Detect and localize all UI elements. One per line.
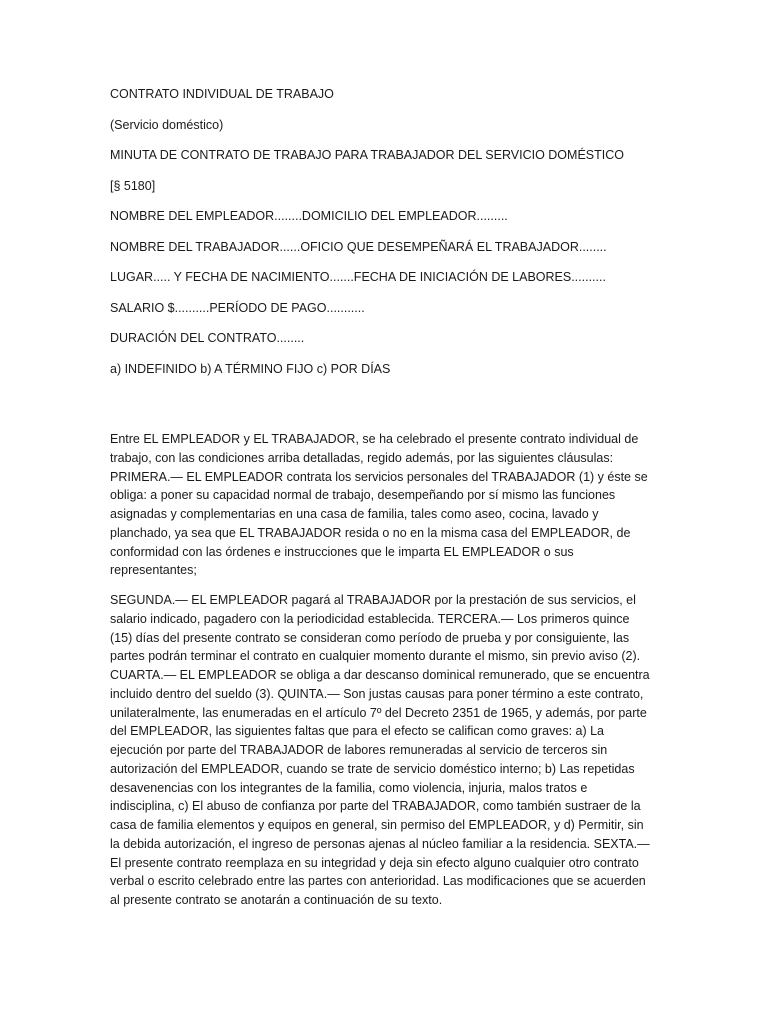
section-reference: [§ 5180] <box>110 178 156 193</box>
salary-fields-line: SALARIO $..........PERÍODO DE PAGO........... <box>110 300 365 315</box>
document-title: CONTRATO INDIVIDUAL DE TRABAJO <box>110 87 334 101</box>
worker-fields-line: NOMBRE DEL TRABAJADOR......OFICIO QUE DESEMPEÑARÁ EL TRABAJADOR........ <box>110 239 607 254</box>
duration-options-line: a) INDEFINIDO b) A TÉRMINO FIJO c) POR DÍAS <box>110 361 391 376</box>
document-subtitle: (Servicio doméstico) <box>110 117 224 132</box>
minuta-heading: MINUTA DE CONTRATO DE TRABAJO PARA TRABAJADOR DEL SERVICIO DOMÉSTICO <box>110 148 624 162</box>
document-page <box>110 85 650 921</box>
birth-start-fields-line: LUGAR..... Y FECHA DE NACIMIENTO.......FECHA DE INICIACIÓN DE LABORES.......... <box>110 270 606 284</box>
section-spacer <box>110 390 650 430</box>
employer-fields-line: NOMBRE DEL EMPLEADOR........DOMICILIO DEL EMPLEADOR......... <box>110 209 508 223</box>
body-paragraph: SEGUNDA.— EL EMPLEADOR pagará al TRABAJADOR por la prestación de sus servicios, el salario indicado, pagadero con la periodicidad establecida. TERCERA.— Los primeros quince (15) días del presente contrato se consideran como período de prueba y por consiguiente, las partes podrán terminar el contrato en cualquier momento durante el mismo, sin previo aviso (2). CUARTA.— EL EMPLEADOR se obliga a dar descanso dominical remunerado, que se encuentra incluido dentro del sueldo (3). QUINTA.— Son justas causas para poner término a este contrato, unilateralmente, las enumeradas en el artículo 7º del Decreto 2351 de 1965, y además, por parte del EMPLEADOR, las siguientes faltas que para el efecto se califican como graves: a) La ejecución por parte del TRABAJADOR de labores remuneradas al servicio de terceros sin autorización del EMPLEADOR, cuando se trate de servicio doméstico interno; b) Las repetidas desavenencias con los integrantes de la familia, como violencia, injuria, malos tratos e indisciplina, c) El abuso de confianza por parte del TRABAJADOR, como también sustraer de la casa de familia elementos y equipos en general, sin permiso del EMPLEADOR, y d) Permitir, sin la debida autorización, el ingreso de personas ajenas al núcleo familiar a la residencia. SEXTA.— El presente contrato reemplaza en su integridad y deja sin efecto alguno cualquier otro contrato verbal o escrito celebrado entre las partes con anterioridad. Las modificaciones que se acuerden al presente contrato se anotarán a continuación de su texto. <box>110 593 650 907</box>
duration-field-line: DURACIÓN DEL CONTRATO........ <box>110 331 305 345</box>
body-paragraph: Entre EL EMPLEADOR y EL TRABAJADOR, se ha celebrado el presente contrato individual de trabajo, con las condiciones arriba detalladas, regido además, por las siguientes cláusulas: PRIMERA.— EL EMPLEADOR contrata los servicios personales del TRABAJADOR (1) y éste se obliga: a poner su capacidad normal de trabajo, desempeñando por sí mismo las funciones asignadas y complementarias en una casa de familia, tales como aseo, cocina, lavado y planchado, ya sea que EL TRABAJADOR resida o no en la misma casa del EMPLEADOR, de conformidad con las órdenes e instrucciones que le imparta EL EMPLEADOR o sus representantes; <box>110 432 648 578</box>
